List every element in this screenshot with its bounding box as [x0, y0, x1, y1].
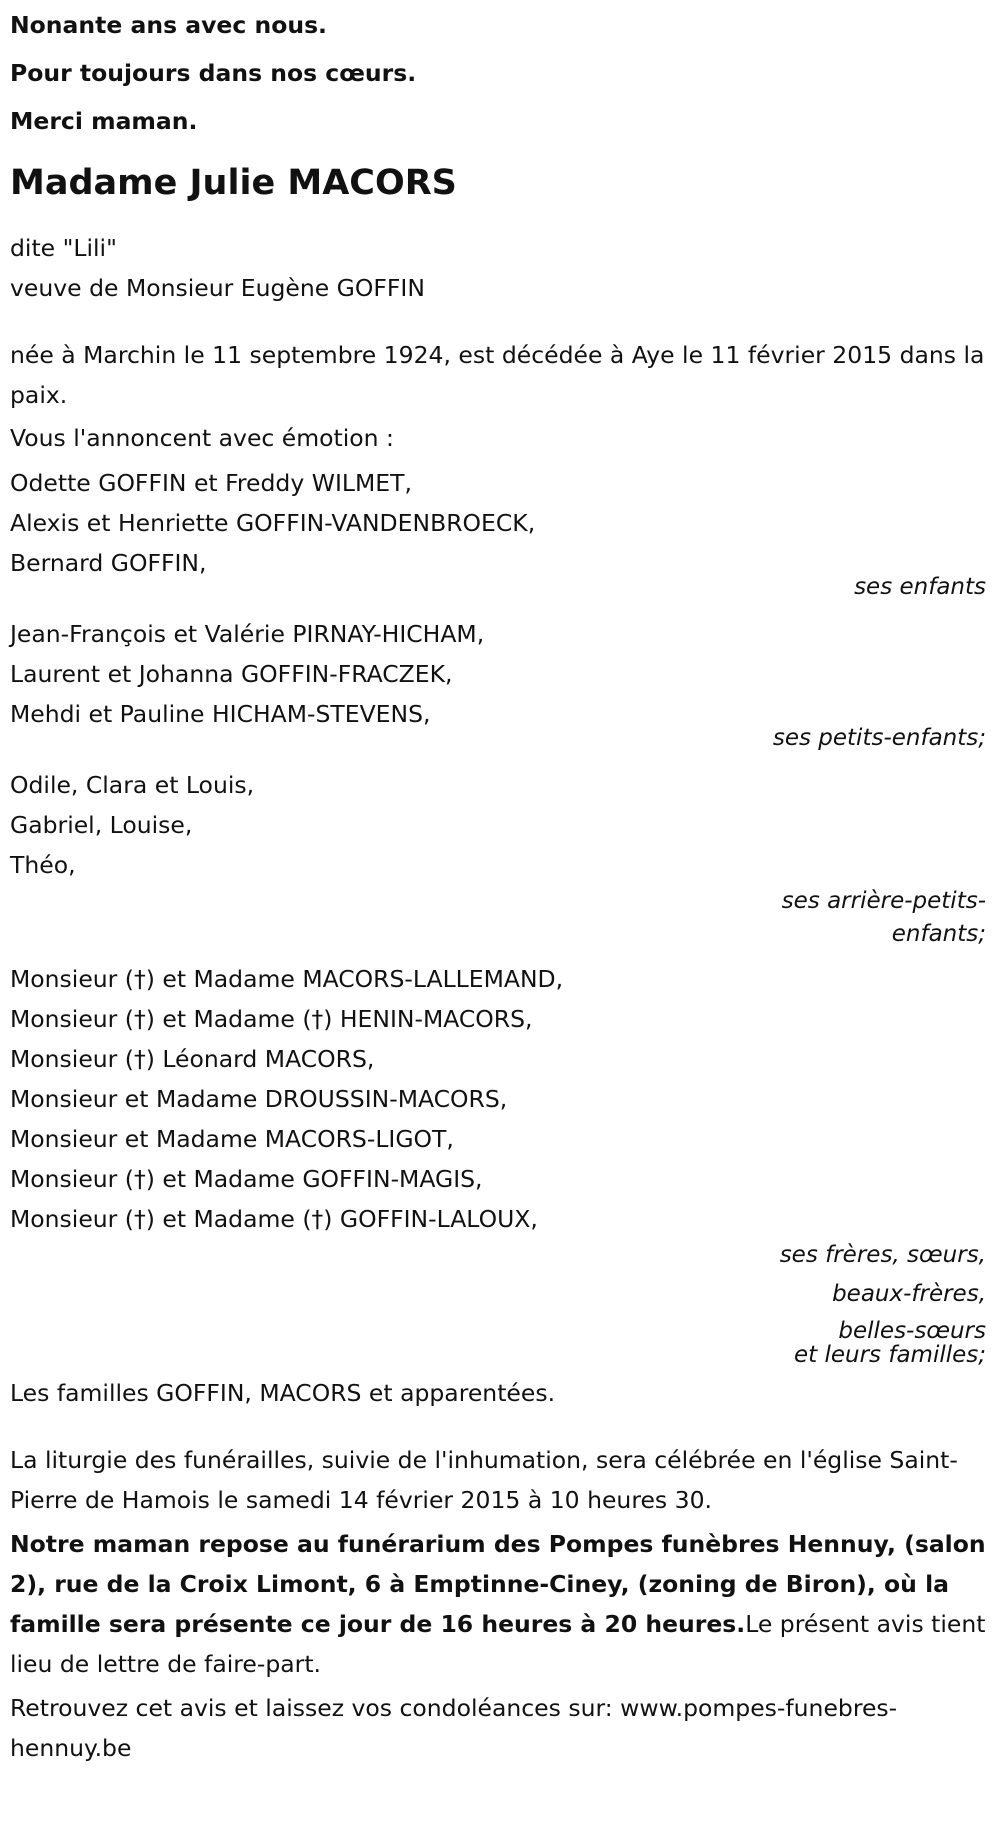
- obituary-page: [0, 1, 1000, 1842]
- children-group: [10, 463, 990, 604]
- ceremony-text: La liturgie des funérailles, suivie de l'inhumation, sera célébrée en l'église Saint-Pierre de Hamois le samedi 14 février 2015 à 10 heures 30.: [10, 1446, 958, 1514]
- great-grandchildren-title-2: enfants;: [891, 921, 986, 947]
- siblings-name-4: Monsieur et Madame DROUSSIN-MACORS,: [10, 1085, 508, 1113]
- intro-line-3: Merci maman.: [10, 107, 198, 135]
- children-name-3: Bernard GOFFIN,: [10, 549, 207, 577]
- grandchildren-name-1: Jean-François et Valérie PIRNAY-HICHAM,: [10, 620, 485, 648]
- great-grandchildren-name-2: Gabriel, Louise,: [10, 811, 193, 839]
- families-text: Les familles GOFFIN, MACORS et apparentées.: [10, 1379, 556, 1407]
- grandchildren-title: ses petits-enfants;: [772, 725, 986, 751]
- children-name-1: Odette GOFFIN et Freddy WILMET,: [10, 469, 412, 497]
- siblings-name-5: Monsieur et Madame MACORS-LIGOT,: [10, 1125, 454, 1153]
- great-grandchildren-group: [10, 765, 990, 951]
- deceased-name: Madame Julie MACORS: [10, 163, 457, 203]
- siblings-name-7: Monsieur (†) et Madame (†) GOFFIN-LALOUX,: [10, 1205, 538, 1233]
- condolences-text: Retrouvez cet avis et laissez vos condoléances sur: www.pompes-funebres-hennuy.be: [10, 1694, 898, 1762]
- siblings-name-1: Monsieur (†) et Madame MACORS-LALLEMAND,: [10, 965, 564, 993]
- siblings-title-1: ses frères, sœurs,: [779, 1242, 986, 1268]
- siblings-title-2: beaux-frères,: [832, 1281, 986, 1307]
- intro-line-2: Pour toujours dans nos cœurs.: [10, 59, 417, 87]
- great-grandchildren-name-1: Odile, Clara et Louis,: [10, 771, 255, 799]
- funerarium-bold-text: Notre maman repose au funérarium des Pompes funèbres Hennuy, (salon 2), rue de la Croix Limont, 6 à Emptinne-Ciney, (zoning de Biron), où la famille sera présente ce jour de 16 heures à 20 heures.: [10, 1530, 986, 1638]
- siblings-name-2: Monsieur (†) et Madame (†) HENIN-MACORS,: [10, 1005, 533, 1033]
- siblings-title-3: belles-sœurs: [838, 1318, 986, 1344]
- announce-text: Vous l'annoncent avec émotion :: [10, 424, 394, 452]
- grandchildren-name-2: Laurent et Johanna GOFFIN-FRACZEK,: [10, 660, 453, 688]
- grandchildren-name-3: Mehdi et Pauline HICHAM-STEVENS,: [10, 700, 431, 728]
- deceased-nickname: dite "Lili": [10, 234, 117, 262]
- funerarium-paragraph: [10, 1524, 990, 1684]
- siblings-name-3: Monsieur (†) Léonard MACORS,: [10, 1045, 375, 1073]
- siblings-title-4: et leurs familles;: [794, 1342, 986, 1368]
- children-name-2: Alexis et Henriette GOFFIN-VANDENBROECK,: [10, 509, 536, 537]
- birth-death-text: née à Marchin le 11 septembre 1924, est décédée à Aye le 11 février 2015 dans la paix.: [10, 341, 985, 409]
- siblings-group: [10, 959, 990, 1367]
- great-grandchildren-name-3: Théo,: [10, 851, 76, 879]
- grandchildren-group: [10, 614, 990, 755]
- intro-line-1: Nonante ans avec nous.: [10, 11, 327, 39]
- funerarium-normal-text: Le présent avis tient lieu de lettre de faire-part.: [10, 1610, 986, 1678]
- great-grandchildren-title-1: ses arrière-petits-: [781, 888, 986, 914]
- children-title: ses enfants: [854, 574, 986, 600]
- siblings-name-6: Monsieur (†) et Madame GOFFIN-MAGIS,: [10, 1165, 483, 1193]
- deceased-spouse: veuve de Monsieur Eugène GOFFIN: [10, 274, 425, 302]
